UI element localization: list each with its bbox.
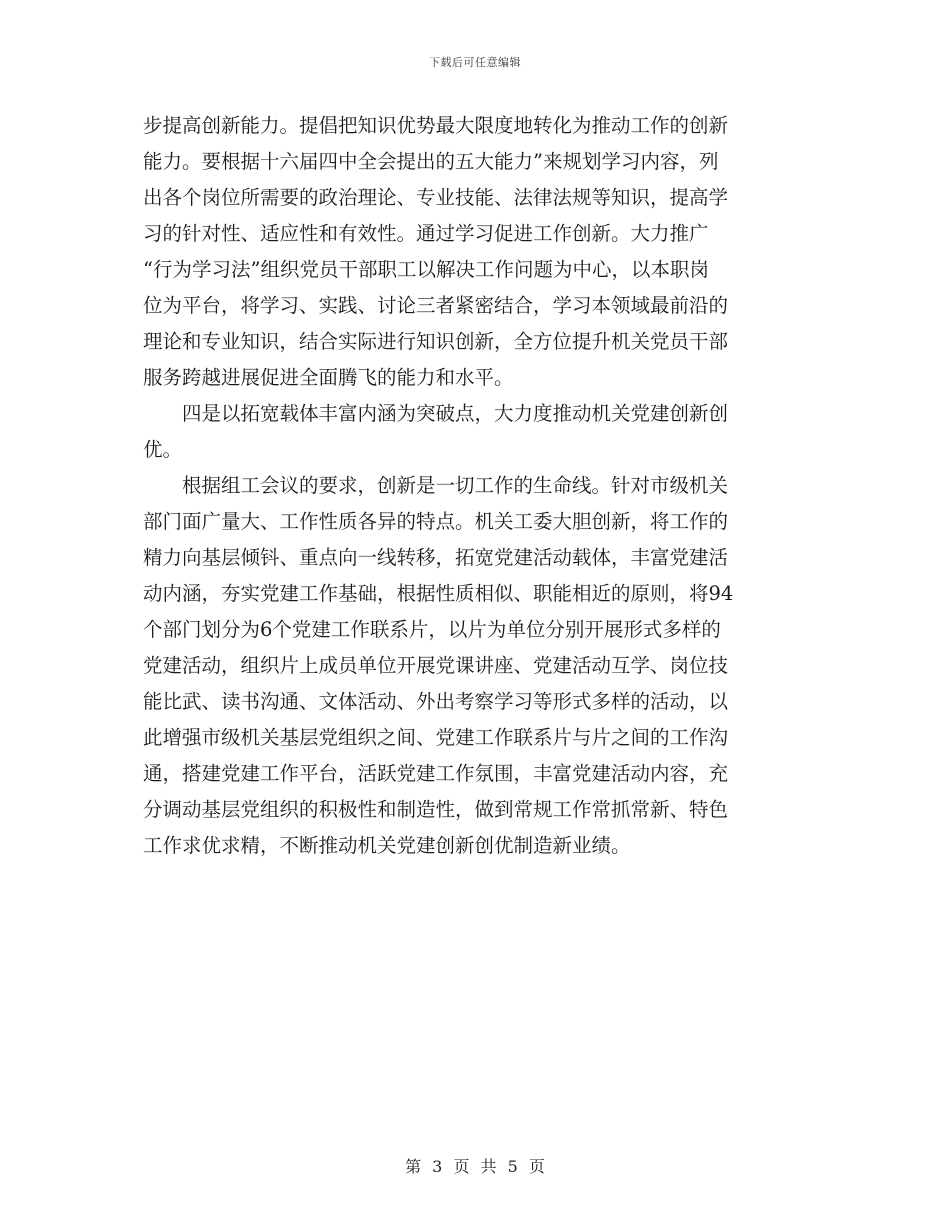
text-line: 出各个岗位所需要的政治理论、专业技能、法律法规等知识，提高学 xyxy=(143,186,729,209)
text-line: 步提高创新能力。提倡把知识优势最大限度地转化为推动工作的创新 xyxy=(143,114,729,137)
text-line: 个部门划分为6个党建工作联系片，以片为单位分别开展形式多样的 xyxy=(143,618,721,641)
text-line: 服务跨越进展促进全面腾飞的能力和水平。 xyxy=(143,366,514,389)
document-body xyxy=(143,108,807,864)
text-line: 此增强市级机关基层党组织之间、党建工作联系片与片之间的工作沟 xyxy=(143,726,729,749)
text-line: 动内涵，夯实党建工作基础，根据性质相似、职能相近的原则，将94 xyxy=(143,582,734,605)
page-header: 下载后可任意编辑 xyxy=(429,56,521,69)
text-line: 分调动基层党组织的积极性和制造性，做到常规工作常抓常新、特色 xyxy=(143,798,729,821)
text-line: 党建活动，组织片上成员单位开展党课讲座、党建活动互学、岗位技 xyxy=(143,654,729,677)
text-line: 四是以拓宽载体丰富内涵为突破点，大力度推动机关党建创新创 xyxy=(143,402,729,425)
text-line: 位为平台，将学习、实践、讨论三者紧密结合，学习本领域最前沿的 xyxy=(143,294,729,317)
text-line: 根据组工会议的要求，创新是一切工作的生命线。针对市级机关 xyxy=(143,474,729,497)
text-line: 能比武、读书沟通、文体活动、外出考察学习等形式多样的活动，以 xyxy=(143,690,729,713)
text-line: 工作求优求精，不断推动机关党建创新创优制造新业绩。 xyxy=(143,834,631,857)
page-footer: 第 3 页 共 5 页 xyxy=(405,1157,545,1176)
text-line: 优。 xyxy=(143,438,183,461)
text-line: “行为学习法”组织党员干部职工以解决工作问题为中心，以本职岗 xyxy=(143,258,709,281)
text-line: 能力。要根据十六届四中全会提出的五大能力”来规划学习内容，列 xyxy=(143,150,719,173)
text-line: 理论和专业知识，结合实际进行知识创新，全方位提升机关党员干部 xyxy=(143,330,729,353)
text-line: 精力向基层倾钭、重点向一线转移，拓宽党建活动载体，丰富党建活 xyxy=(143,546,729,569)
text-line: 通，搭建党建工作平台，活跃党建工作氛围，丰富党建活动内容，充 xyxy=(143,762,729,785)
text-line: 部门面广量大、工作性质各异的特点。机关工委大胆创新，将工作的 xyxy=(143,510,729,533)
text-line: 习的针对性、适应性和有效性。通过学习促进工作创新。大力推广 xyxy=(143,222,709,245)
